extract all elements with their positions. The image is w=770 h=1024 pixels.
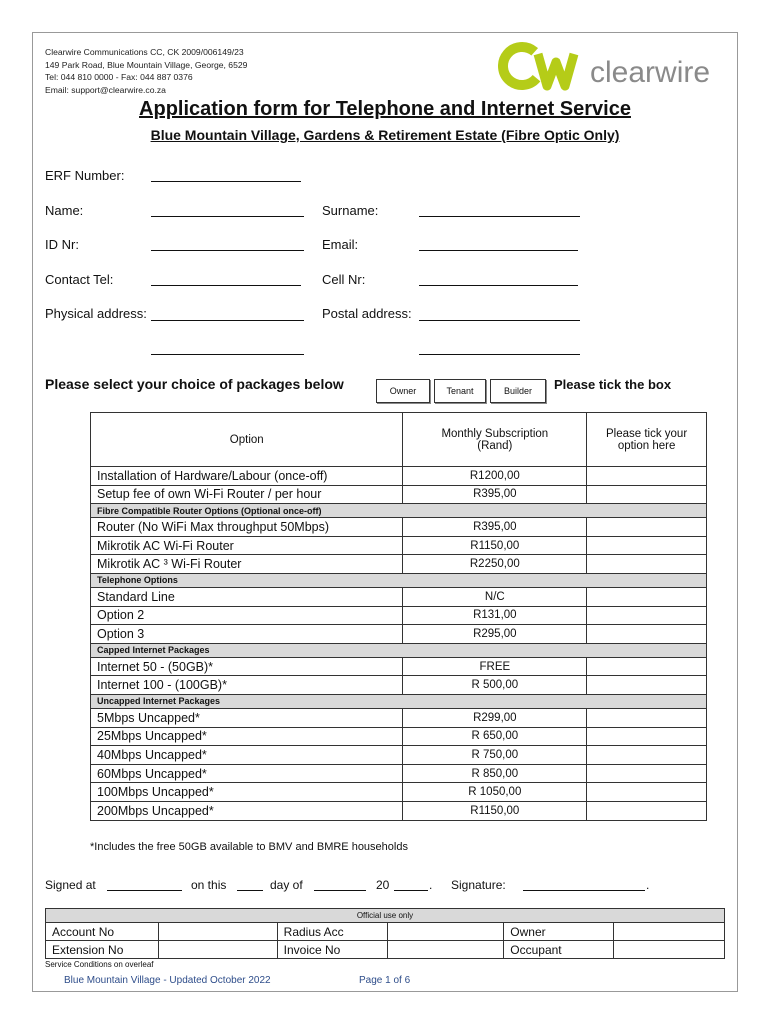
tick-cell[interactable] (587, 764, 707, 783)
official-use-heading: Official use only (46, 909, 725, 923)
monthly-header-line2: (Rand) (477, 439, 513, 452)
monthly-column-header (403, 413, 587, 467)
email-field[interactable] (419, 250, 578, 251)
signature-label: Signature: (451, 878, 506, 892)
occupant-field[interactable] (614, 941, 725, 959)
name-label: Name: (45, 203, 84, 218)
cell-label: Cell Nr: (322, 272, 366, 287)
price-cell: R 650,00 (403, 727, 587, 746)
form-subtitle: Blue Mountain Village, Gardens & Retirement Estate (Fibre Optic Only) (150, 127, 620, 143)
table-row (91, 657, 707, 676)
tick-cell[interactable] (587, 625, 707, 644)
price-cell: R 500,00 (403, 676, 587, 695)
price-cell: R 750,00 (403, 746, 587, 765)
tenant-checkbox[interactable]: Tenant (434, 379, 486, 403)
option-cell: Setup fee of own Wi-Fi Router / per hour (91, 485, 403, 504)
tick-box-label: Please tick the box (554, 377, 672, 392)
account-no-label: Account No (46, 923, 159, 941)
company-address: 149 Park Road, Blue Mountain Village, George, 6529 (45, 59, 248, 70)
logo-text: clearwire (590, 56, 711, 89)
id-label: ID Nr: (45, 237, 79, 252)
table-row (91, 746, 707, 765)
price-cell: R395,00 (403, 518, 587, 537)
table-row (91, 764, 707, 783)
table-row (91, 625, 707, 644)
option-cell: Standard Line (91, 587, 403, 606)
section-heading: Telephone Options (91, 573, 707, 587)
option-cell: Internet 100 - (100GB)* (91, 676, 403, 695)
physical-address-field-2[interactable] (151, 354, 304, 355)
tick-cell[interactable] (587, 676, 707, 695)
id-field[interactable] (151, 250, 304, 251)
signed-at-field[interactable] (107, 890, 182, 891)
signature-period: . (646, 878, 650, 892)
tick-cell[interactable] (587, 467, 707, 486)
option-cell: Installation of Hardware/Labour (once-off) (91, 467, 403, 486)
table-row (91, 536, 707, 555)
option-cell: Mikrotik AC Wi-Fi Router (91, 536, 403, 555)
owner-checkbox[interactable]: Owner (376, 379, 430, 403)
table-header-row (91, 413, 707, 467)
section-row (91, 504, 707, 518)
tick-cell[interactable] (587, 606, 707, 625)
table-row (91, 587, 707, 606)
price-cell: R2250,00 (403, 555, 587, 574)
option-cell: Option 3 (91, 625, 403, 644)
footer-left: Blue Mountain Village - Updated October 2022 (64, 975, 271, 986)
erf-field[interactable] (151, 181, 301, 182)
clearwire-logo (498, 38, 723, 94)
occupant-label: Occupant (504, 941, 614, 959)
price-cell: R295,00 (403, 625, 587, 644)
option-cell: Router (No WiFi Max throughput 50Mbps) (91, 518, 403, 537)
tick-cell[interactable] (587, 746, 707, 765)
price-cell: R 1050,00 (403, 783, 587, 802)
price-cell: FREE (403, 657, 587, 676)
builder-checkbox[interactable]: Builder (490, 379, 546, 403)
service-conditions-note: Service Conditions on overleaf (45, 960, 154, 969)
invoice-no-label: Invoice No (277, 941, 387, 959)
email-label: Email: (322, 237, 359, 252)
section-heading: Fibre Compatible Router Options (Optional once-off) (91, 504, 707, 518)
cell-field[interactable] (419, 285, 578, 286)
day-of-label: day of (270, 878, 303, 892)
tick-cell[interactable] (587, 783, 707, 802)
option-cell: 5Mbps Uncapped* (91, 708, 403, 727)
table-row (91, 783, 707, 802)
company-name: Clearwire Communications CC, CK 2009/006149/23 (45, 47, 244, 57)
monthly-header-line1: Monthly Subscription (441, 427, 549, 440)
option-cell: 200Mbps Uncapped* (91, 801, 403, 820)
price-cell: R1200,00 (403, 467, 587, 486)
year-period: . (429, 878, 433, 892)
table-row (91, 727, 707, 746)
on-this-label: on this (191, 878, 227, 892)
packages-heading: Please select your choice of packages below (45, 376, 344, 392)
price-cell: R1150,00 (403, 801, 587, 820)
tick-cell[interactable] (587, 518, 707, 537)
price-cell: R395,00 (403, 485, 587, 504)
radius-acc-field[interactable] (387, 923, 504, 941)
extension-no-label: Extension No (46, 941, 159, 959)
signature-field[interactable] (523, 890, 645, 891)
account-no-field[interactable] (158, 923, 277, 941)
contact-label: Contact Tel: (45, 272, 114, 287)
table-row (91, 555, 707, 574)
postal-address-field[interactable] (419, 320, 580, 321)
month-field[interactable] (314, 890, 366, 891)
price-cell: R1150,00 (403, 536, 587, 555)
option-cell: 40Mbps Uncapped* (91, 746, 403, 765)
erf-label: ERF Number: (45, 168, 125, 183)
option-cell: 100Mbps Uncapped* (91, 783, 403, 802)
option-cell: Option 2 (91, 606, 403, 625)
tick-cell[interactable] (587, 555, 707, 574)
year-field[interactable] (394, 890, 428, 891)
name-field[interactable] (151, 216, 304, 217)
company-email: Email: support@clearwire.co.za (45, 84, 166, 95)
company-phone: Tel: 044 810 0000 - Fax: 044 887 0376 (45, 72, 193, 83)
postal-address-field-2[interactable] (419, 354, 580, 355)
price-cell: R 850,00 (403, 764, 587, 783)
form-title: Application form for Telephone and Internet Service (139, 98, 631, 120)
tick-header-line2: option here (617, 439, 676, 452)
section-heading: Uncapped Internet Packages (91, 694, 707, 708)
company-info (45, 46, 247, 96)
tick-cell[interactable] (587, 657, 707, 676)
tick-cell[interactable] (587, 708, 707, 727)
section-heading: Capped Internet Packages (91, 643, 707, 657)
table-row (91, 606, 707, 625)
packages-table (90, 412, 707, 821)
tick-cell[interactable] (587, 801, 707, 820)
option-cell: 25Mbps Uncapped* (91, 727, 403, 746)
owner-field[interactable] (614, 923, 725, 941)
table-row (91, 467, 707, 486)
surname-field[interactable] (419, 216, 580, 217)
option-cell: Mikrotik AC ³ Wi-Fi Router (91, 555, 403, 574)
price-cell: N/C (403, 587, 587, 606)
table-row (91, 801, 707, 820)
price-cell: R131,00 (403, 606, 587, 625)
extension-no-field[interactable] (158, 941, 277, 959)
table-row (91, 518, 707, 537)
day-field[interactable] (237, 890, 263, 891)
table-row (91, 676, 707, 695)
surname-label: Surname: (322, 203, 379, 218)
contact-field[interactable] (151, 285, 301, 286)
owner-label: Owner (504, 923, 614, 941)
tick-cell[interactable] (587, 727, 707, 746)
postal-address-label: Postal address: (322, 306, 412, 321)
section-row (91, 694, 707, 708)
year-prefix-label: 20 (376, 878, 390, 892)
tick-cell[interactable] (587, 485, 707, 504)
footer-page-number: Page 1 of 6 (359, 975, 411, 986)
tick-header-line1: Please tick your (605, 427, 688, 440)
tick-cell[interactable] (587, 587, 707, 606)
option-cell: Internet 50 - (50GB)* (91, 657, 403, 676)
price-cell: R299,00 (403, 708, 587, 727)
tick-column-header (587, 413, 707, 467)
signed-at-label: Signed at (45, 878, 96, 892)
footnote: *Includes the free 50GB available to BMV and BMRE households (90, 841, 408, 853)
table-row (91, 485, 707, 504)
option-cell: 60Mbps Uncapped* (91, 764, 403, 783)
table-row (91, 708, 707, 727)
section-row (91, 573, 707, 587)
official-use-table (45, 908, 725, 959)
physical-address-field[interactable] (151, 320, 304, 321)
section-row (91, 643, 707, 657)
option-column-header: Option (91, 413, 403, 467)
invoice-no-field[interactable] (387, 941, 504, 959)
physical-address-label: Physical address: (45, 306, 147, 321)
tick-cell[interactable] (587, 536, 707, 555)
radius-acc-label: Radius Acc (277, 923, 387, 941)
